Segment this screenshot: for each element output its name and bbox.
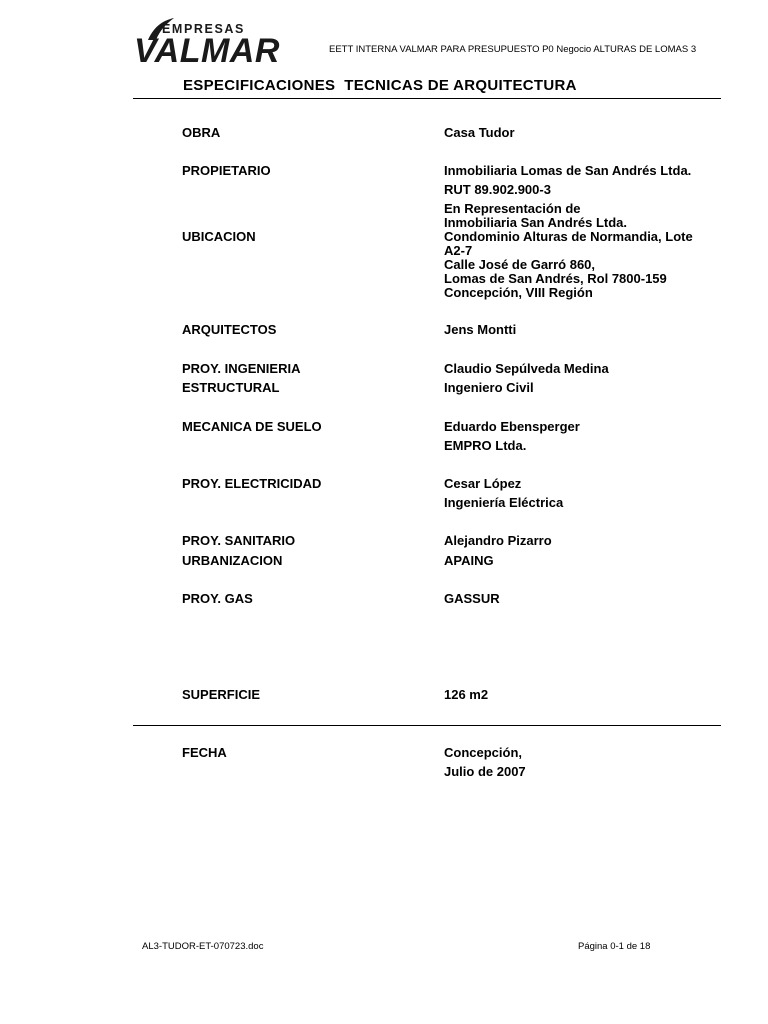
ingenieria-label-line-2: ESTRUCTURAL xyxy=(182,380,280,395)
ingenieria-value-line-1: Claudio Sepúlveda Medina xyxy=(444,361,609,376)
sanitario-label-line-2: URBANIZACION xyxy=(182,553,283,568)
mecanica-label: MECANICA DE SUELO xyxy=(182,419,322,434)
title-divider xyxy=(133,98,721,99)
company-logo xyxy=(132,22,298,70)
page-header-text: EETT INTERNA VALMAR PARA PRESUPUESTO P0 Negocio ALTURAS DE LOMAS 3 xyxy=(329,44,697,55)
ubicacion-value-line-1: En Representación de xyxy=(444,201,581,216)
ubicacion-value-line-4: A2-7 xyxy=(444,243,473,258)
logo-top-text: EMPRESAS xyxy=(162,22,245,36)
gas-value: GASSUR xyxy=(444,591,500,606)
footer-filename: AL3-TUDOR-ET-070723.doc xyxy=(142,941,264,952)
ingenieria-label-line-1: PROY. INGENIERIA xyxy=(182,361,301,376)
ubicacion-label: UBICACION xyxy=(182,229,256,244)
arquitectos-label: ARQUITECTOS xyxy=(182,322,277,337)
ubicacion-value-line-3: Condominio Alturas de Normandia, Lote xyxy=(444,229,693,244)
arquitectos-value: Jens Montti xyxy=(444,322,517,337)
fecha-value-line-1: Concepción, xyxy=(444,745,523,760)
gas-label: PROY. GAS xyxy=(182,591,253,606)
ingenieria-value-line-2: Ingeniero Civil xyxy=(444,380,534,395)
section-divider xyxy=(133,725,721,726)
fecha-value-line-2: Julio de 2007 xyxy=(444,764,526,779)
electricidad-value-line-2: Ingeniería Eléctrica xyxy=(444,495,564,510)
footer-page-number: Página 0-1 de 18 xyxy=(578,941,651,952)
sanitario-value-line-1: Alejandro Pizarro xyxy=(444,533,552,548)
superficie-value: 126 m2 xyxy=(444,687,489,702)
document-title: ESPECIFICACIONES TECNICAS DE ARQUITECTURA xyxy=(183,77,577,94)
propietario-value-line-2: RUT 89.902.900-3 xyxy=(444,182,551,197)
obra-value: Casa Tudor xyxy=(444,125,515,140)
sanitario-value-line-2: APAING xyxy=(444,553,494,568)
logo-main-text: VALMAR xyxy=(134,32,280,70)
superficie-label: SUPERFICIE xyxy=(182,687,261,702)
electricidad-value-line-1: Cesar López xyxy=(444,476,522,491)
propietario-value-line-1: Inmobiliaria Lomas de San Andrés Ltda. xyxy=(444,163,692,178)
ubicacion-value-line-5: Calle José de Garró 860, xyxy=(444,257,596,272)
obra-label: OBRA xyxy=(182,125,221,140)
ubicacion-value-line-6: Lomas de San Andrés, Rol 7800-159 xyxy=(444,271,667,286)
electricidad-label: PROY. ELECTRICIDAD xyxy=(182,476,322,491)
ubicacion-value-line-2: Inmobiliaria San Andrés Ltda. xyxy=(444,215,627,230)
mecanica-value-line-2: EMPRO Ltda. xyxy=(444,438,527,453)
propietario-label: PROPIETARIO xyxy=(182,163,271,178)
fecha-label: FECHA xyxy=(182,745,227,760)
mecanica-value-line-1: Eduardo Ebensperger xyxy=(444,419,580,434)
ubicacion-value-line-7: Concepción, VIII Región xyxy=(444,285,593,300)
sanitario-label-line-1: PROY. SANITARIO xyxy=(182,533,296,548)
